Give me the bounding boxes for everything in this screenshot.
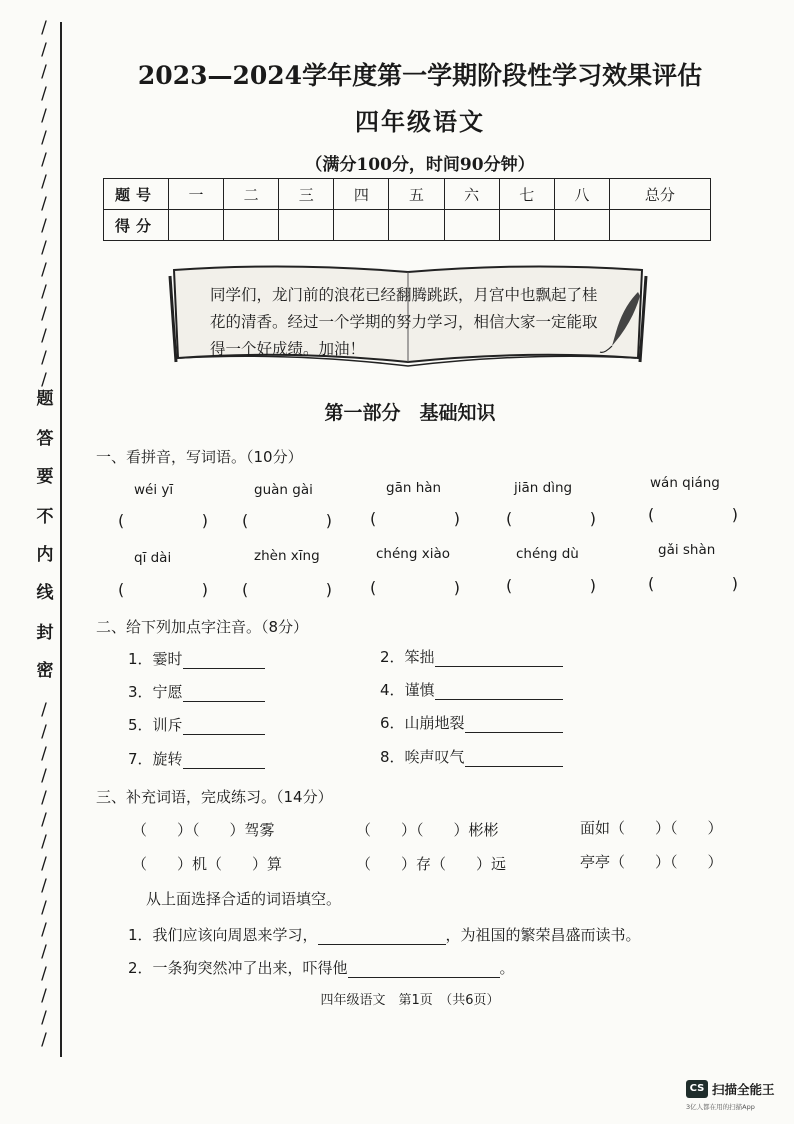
answer-line[interactable] — [435, 683, 563, 700]
seal-slash: / — [41, 194, 47, 214]
exam-info: （满分100分，时间90分钟） — [305, 155, 535, 175]
instruction-text: 从上面选择合适的词语填空。 — [146, 890, 342, 908]
column-header: 三 — [279, 179, 334, 210]
column-header: 六 — [444, 179, 499, 210]
seal-slash: / — [41, 238, 47, 258]
phonetic-item: 7．旋转 — [128, 748, 265, 769]
pinyin-label: zhèn xīng — [254, 548, 320, 564]
phonetic-item: 1．霎时 — [128, 648, 265, 669]
seal-slash: / — [41, 282, 47, 302]
seal-slash: / — [41, 722, 47, 742]
seal-slash: / — [41, 744, 47, 764]
score-table — [103, 178, 711, 241]
banner-text: 同学们，龙门前的浪花已经翻腾跳跃，月宫中也飘起了桂花的清香。经过一个学期的努力学习，相信大家一定能取得一个好成绩。加油！ — [210, 286, 598, 358]
column-header: 总分 — [609, 179, 710, 210]
seal-character: 内 — [36, 545, 54, 565]
phonetic-item: 3．宁愿 — [128, 681, 265, 702]
pinyin-label: jiān dìng — [514, 480, 573, 496]
answer-blank[interactable]: ( ) — [118, 580, 208, 599]
section-2-title: 二、给下列加点字注音。（8分） — [96, 618, 309, 636]
score-cell[interactable] — [334, 210, 389, 241]
seal-slash: / — [41, 172, 47, 192]
answer-line[interactable] — [348, 961, 500, 978]
pinyin-label: chéng dù — [516, 546, 579, 562]
table-row — [104, 179, 711, 210]
camscanner-logo-icon: CS — [686, 1080, 708, 1098]
seal-slash: / — [41, 788, 47, 808]
phonetic-item: 4．谨慎 — [380, 679, 563, 700]
idiom-item[interactable]: （ ）（ ）彬彬 — [356, 821, 499, 839]
seal-slash: / — [41, 304, 47, 324]
seal-line — [60, 22, 62, 1057]
idiom-item[interactable]: （ ）存（ ）远 — [356, 855, 507, 873]
pinyin-label: wéi yī — [134, 482, 174, 498]
exam-title: 2023—2024学年度第一学期阶段性学习效果评估 — [137, 61, 703, 90]
seal-slash: / — [41, 920, 47, 940]
answer-line[interactable] — [183, 752, 265, 769]
seal-slash: / — [41, 62, 47, 82]
phonetic-item: 2．笨拙 — [380, 646, 563, 667]
row-label-score: 得分 — [104, 210, 169, 241]
score-cell[interactable] — [389, 210, 444, 241]
seal-slash: / — [41, 766, 47, 786]
answer-line[interactable] — [465, 750, 563, 767]
seal-character: 封 — [36, 623, 54, 643]
seal-slash: / — [41, 810, 47, 830]
answer-blank[interactable]: ( ) — [242, 580, 332, 599]
answer-blank[interactable]: ( ) — [506, 509, 596, 528]
score-cell[interactable] — [169, 210, 224, 241]
seal-slash: / — [41, 150, 47, 170]
phonetic-item: 5．训斥 — [128, 714, 265, 735]
seal-character: 答 — [36, 429, 54, 449]
answer-line[interactable] — [183, 685, 265, 702]
idiom-item[interactable]: 亭亭（ ）（ ） — [580, 853, 723, 871]
exam-subtitle: 四年级语文 — [355, 107, 485, 136]
answer-line[interactable] — [465, 716, 563, 733]
answer-line[interactable] — [435, 650, 563, 667]
seal-slash: / — [41, 986, 47, 1006]
score-cell[interactable] — [224, 210, 279, 241]
seal-slash: / — [41, 942, 47, 962]
seal-slash: / — [41, 1030, 47, 1050]
seal-slash: / — [41, 370, 47, 390]
column-header: 一 — [169, 179, 224, 210]
fill-sentence-2: 2．一条狗突然冲了出来，吓得他 。 — [128, 959, 515, 977]
seal-slash: / — [41, 876, 47, 896]
seal-slash: / — [41, 106, 47, 126]
pinyin-label: qī dài — [134, 550, 172, 566]
seal-slash: / — [41, 260, 47, 280]
section-3-title: 三、补充词语，完成练习。（14分） — [96, 788, 333, 806]
table-row — [104, 210, 711, 241]
phonetic-item: 6．山崩地裂 — [380, 712, 563, 733]
section-1-title: 一、看拼音，写词语。（10分） — [96, 448, 303, 466]
answer-blank[interactable]: ( ) — [370, 509, 460, 528]
seal-character: 线 — [36, 583, 54, 603]
seal-slash: / — [41, 216, 47, 236]
seal-slash: / — [41, 898, 47, 918]
seal-slash: / — [41, 348, 47, 368]
answer-line[interactable] — [183, 652, 265, 669]
idiom-item[interactable]: 面如（ ）（ ） — [580, 819, 723, 837]
seal-slash: / — [41, 854, 47, 874]
answer-blank[interactable]: ( ) — [370, 578, 460, 597]
column-header: 八 — [554, 179, 609, 210]
seal-slash: / — [41, 18, 47, 38]
score-cell[interactable] — [609, 210, 710, 241]
pinyin-label: guàn gài — [254, 482, 313, 498]
answer-blank[interactable]: ( ) — [118, 511, 208, 530]
score-cell[interactable] — [444, 210, 499, 241]
score-cell[interactable] — [279, 210, 334, 241]
seal-slash: / — [41, 832, 47, 852]
column-header: 四 — [334, 179, 389, 210]
seal-slash: / — [41, 700, 47, 720]
phonetic-item: 8．唉声叹气 — [380, 746, 563, 767]
score-cell[interactable] — [554, 210, 609, 241]
page-footer: 四年级语文 第1页 （共6页） — [320, 993, 500, 1008]
watermark-tagline: 3亿人都在用的扫描App — [686, 1103, 755, 1111]
answer-blank[interactable]: ( ) — [506, 576, 596, 595]
seal-character: 题 — [36, 389, 54, 409]
seal-strip — [30, 18, 60, 1058]
idiom-item[interactable]: （ ）机（ ）算 — [132, 855, 283, 873]
score-cell[interactable] — [499, 210, 554, 241]
seal-slash: / — [41, 964, 47, 984]
watermark-name: 扫描全能王 — [712, 1082, 775, 1097]
fill-sentence-1: 1．我们应该向周恩来学习， ，为祖国的繁荣昌盛而读书。 — [128, 926, 641, 944]
pinyin-label: chéng xiào — [376, 546, 450, 562]
pinyin-label: gān hàn — [386, 480, 442, 496]
answer-blank[interactable]: ( ) — [648, 574, 738, 593]
answer-blank[interactable]: ( ) — [242, 511, 332, 530]
seal-character: 不 — [36, 507, 54, 527]
pinyin-label: wán qiáng — [650, 475, 720, 491]
seal-character: 密 — [36, 661, 54, 681]
seal-slash: / — [41, 326, 47, 346]
row-label-question: 题号 — [104, 179, 169, 210]
seal-slash: / — [41, 128, 47, 148]
idiom-item[interactable]: （ ）（ ）驾雾 — [132, 821, 275, 839]
seal-character: 要 — [36, 467, 54, 487]
column-header: 五 — [389, 179, 444, 210]
answer-line[interactable] — [183, 718, 265, 735]
part-title: 第一部分 基础知识 — [324, 402, 496, 424]
answer-line[interactable] — [318, 928, 446, 945]
answer-blank[interactable]: ( ) — [648, 505, 738, 524]
column-header: 二 — [224, 179, 279, 210]
seal-slash: / — [41, 40, 47, 60]
seal-slash: / — [41, 84, 47, 104]
pinyin-label: gǎi shàn — [658, 542, 716, 558]
column-header: 七 — [499, 179, 554, 210]
seal-slash: / — [41, 1008, 47, 1028]
